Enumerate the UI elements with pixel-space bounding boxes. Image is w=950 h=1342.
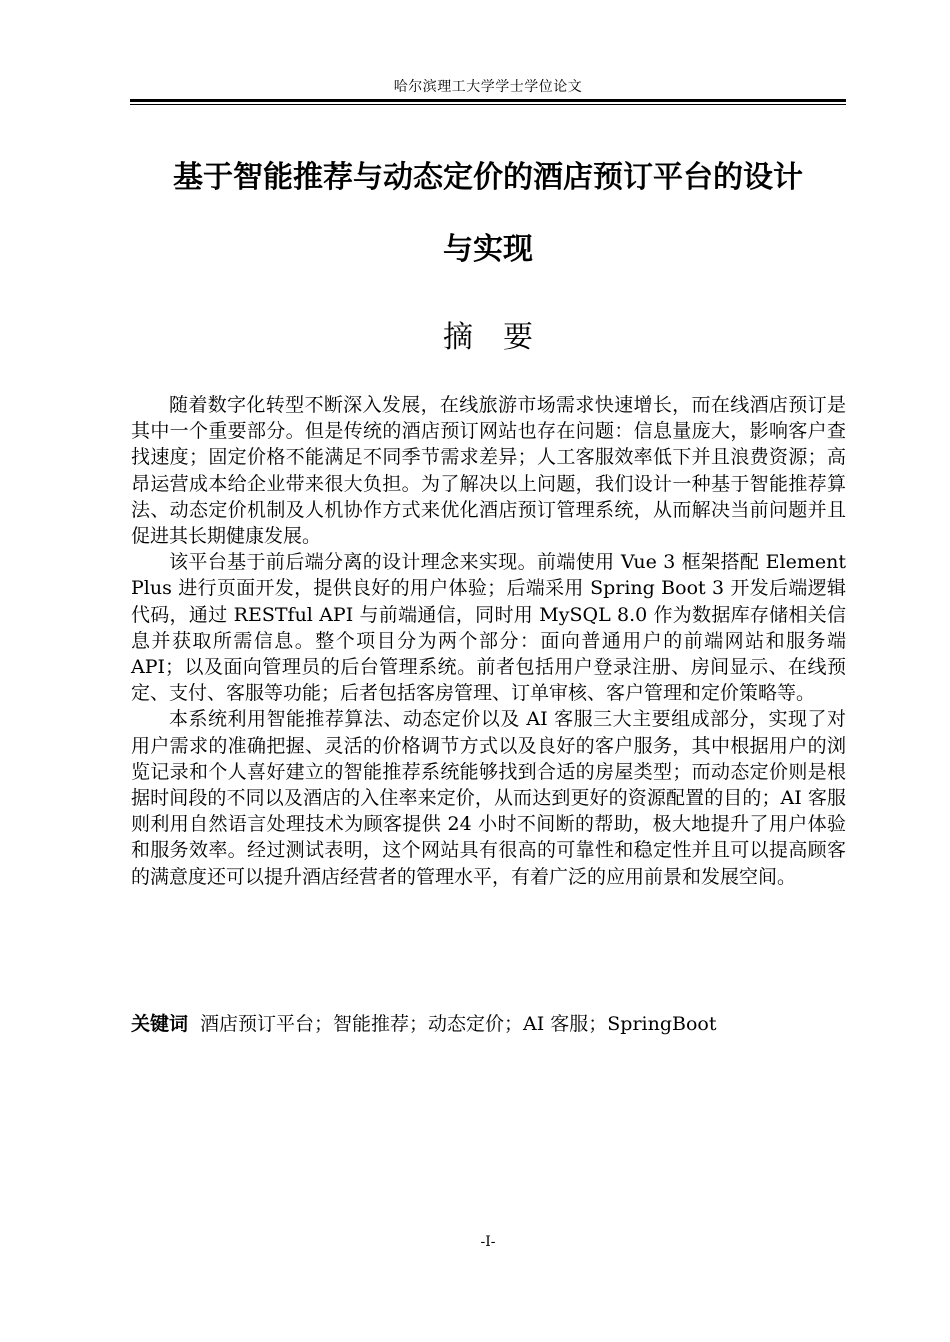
keywords-text: 酒店预订平台；智能推荐；动态定价；AI 客服；SpringBoot bbox=[200, 1013, 717, 1035]
keywords-label: 关键词 bbox=[131, 1013, 189, 1035]
keywords-line bbox=[131, 1011, 846, 1037]
header-rule-thick bbox=[130, 99, 846, 102]
header-rule-thin bbox=[130, 104, 846, 105]
page-number: -I- bbox=[480, 1234, 496, 1250]
abstract-heading: 摘要 bbox=[443, 320, 563, 355]
abstract-paragraph-3: 本系统利用智能推荐算法、动态定价以及 AI 客服三大主要组成部分，实现了对用户需求的准确把握、灵活的价格调节方式以及良好的客户服务，其中根据用户的浏览记录和个人喜好建立的智能推荐系统能够找到合适的房屋类型；而动态定价则是根据时间段的不同以及酒店的入住率来定价，从而达到更好的资源配置的目的；AI 客服则利用自然语言处理技术为顾客提供 24 小时不间断的帮助，极大地提升了用户体验和服务效率。经过测试表明，这个网站具有很高的可靠性和稳定性并且可以提高顾客的满意度还可以提升酒店经营者的管理水平，有着广泛的应用前景和发展空间。 bbox=[131, 708, 846, 888]
abstract-paragraph-2: 该平台基于前后端分离的设计理念来实现。前端使用 Vue 3 框架搭配 Element Plus 进行页面开发，提供良好的用户体验；后端采用 Spring Boot 3 开发后端逻辑代码，通过 RESTful API 与前端通信，同时用 MySQL 8.0 作为数据库存储相关信息并获取所需信息。整个项目分为两个部分：面向普通用户的前端网站和服务端 API；以及面向管理员的后台管理系统。前者包括用户登录注册、房间显示、在线预定、支付、客服等功能；后者包括客房管理、订单审核、客户管理和定价策略等。 bbox=[131, 551, 846, 705]
running-header: 哈尔滨理工大学学士学位论文 bbox=[393, 79, 583, 95]
thesis-title-line1: 基于智能推荐与动态定价的酒店预订平台的设计 bbox=[173, 160, 803, 195]
abstract-body bbox=[131, 392, 846, 890]
abstract-paragraph-1: 随着数字化转型不断深入发展，在线旅游市场需求快速增长，而在线酒店预订是其中一个重要部分。但是传统的酒店预订网站也存在问题：信息量庞大，影响客户查找速度；固定价格不能满足不同季节需求差异；人工客服效率低下并且浪费资源；高昂运营成本给企业带来很大负担。为了解决以上问题，我们设计一种基于智能推荐算法、动态定价机制及人机协作方式来优化酒店预订管理系统，从而解决当前问题并且促进其长期健康发展。 bbox=[131, 394, 846, 548]
thesis-title-line2: 与实现 bbox=[443, 232, 533, 267]
